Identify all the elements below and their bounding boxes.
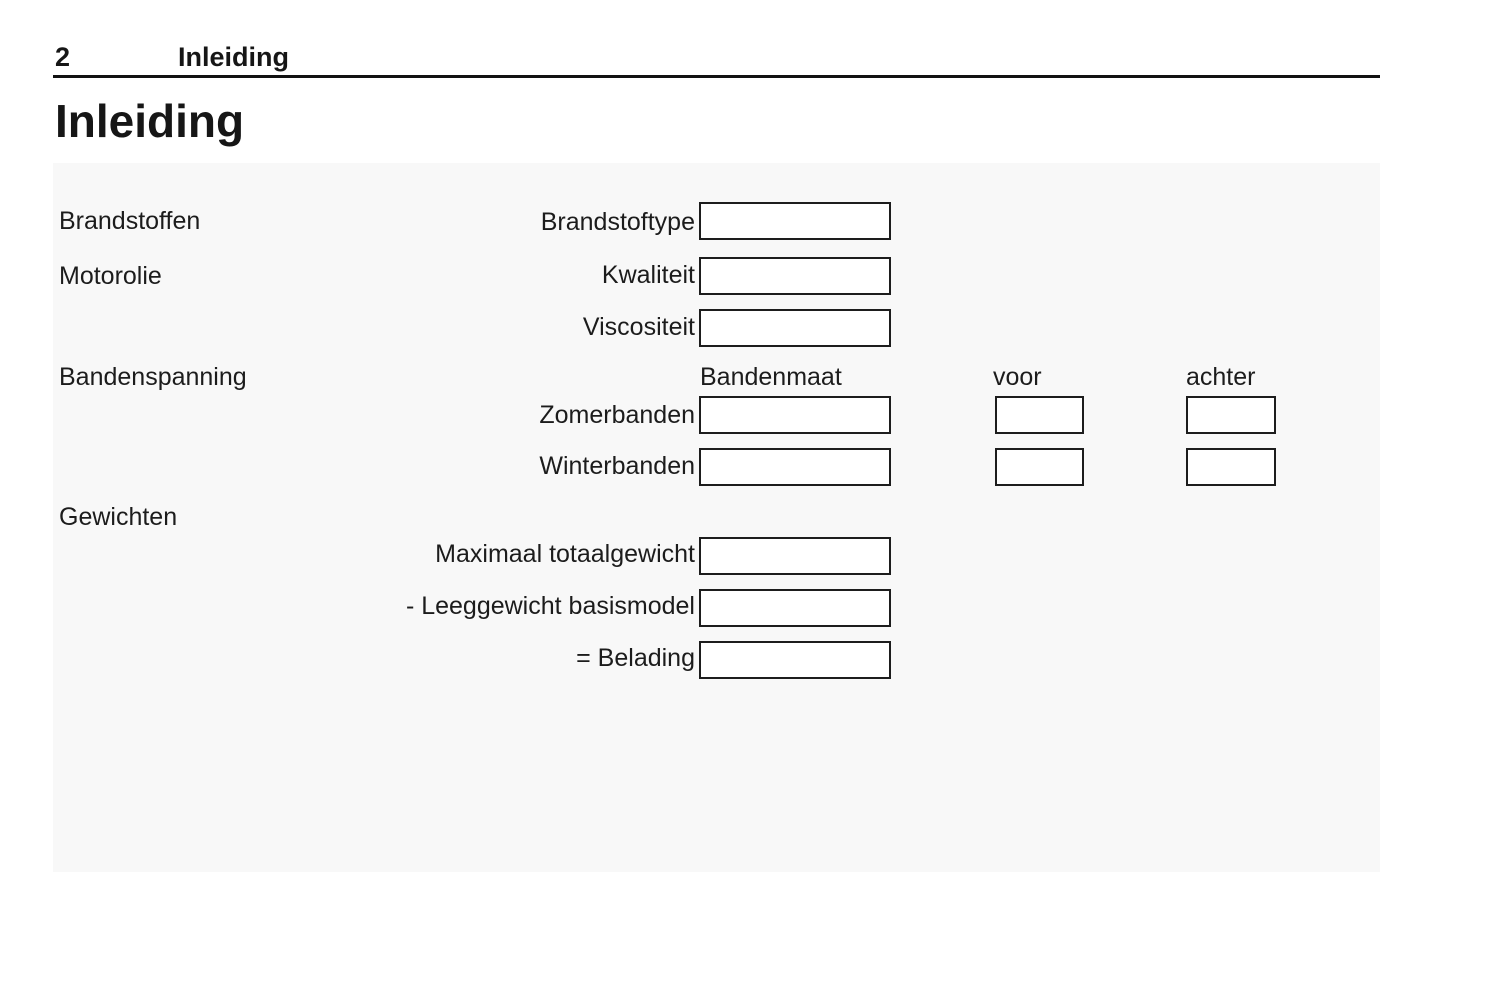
service-data-panel (53, 163, 1380, 872)
winter-tyres-size-box (699, 448, 891, 486)
column-header-front: voor (993, 363, 1042, 391)
page-number: 2 (55, 42, 71, 72)
kerb-weight-label: - Leeggewicht basismodel (405, 592, 695, 620)
running-chapter-title: Inleiding (178, 42, 289, 72)
page-title: Inleiding (55, 95, 245, 147)
summer-tyres-rear-box (1186, 396, 1276, 434)
header-rule (53, 75, 1380, 78)
max-total-weight-box (699, 537, 891, 575)
winter-tyres-label: Winterbanden (539, 452, 695, 480)
max-total-weight-label: Maximaal totaalgewicht (435, 540, 695, 568)
winter-tyres-front-box (995, 448, 1084, 486)
section-label-weights: Gewichten (59, 503, 178, 531)
summer-tyres-label: Zomerbanden (539, 401, 695, 429)
column-header-rear: achter (1186, 363, 1256, 391)
fuel-type-box (699, 202, 891, 240)
winter-tyres-rear-box (1186, 448, 1276, 486)
section-label-engine-oil: Motorolie (59, 262, 162, 290)
payload-label: = Belading (576, 644, 695, 672)
oil-viscosity-box (699, 309, 891, 347)
fuel-type-label: Brandstoftype (540, 208, 695, 236)
section-label-fuels: Brandstoffen (59, 207, 201, 235)
column-header-tyre-size: Bandenmaat (700, 363, 842, 391)
oil-viscosity-label: Viscositeit (582, 313, 695, 341)
section-label-tyre-pressure: Bandenspanning (59, 363, 247, 391)
summer-tyres-front-box (995, 396, 1084, 434)
kerb-weight-box (699, 589, 891, 627)
oil-quality-label: Kwaliteit (601, 261, 695, 289)
summer-tyres-size-box (699, 396, 891, 434)
payload-box (699, 641, 891, 679)
oil-quality-box (699, 257, 891, 295)
